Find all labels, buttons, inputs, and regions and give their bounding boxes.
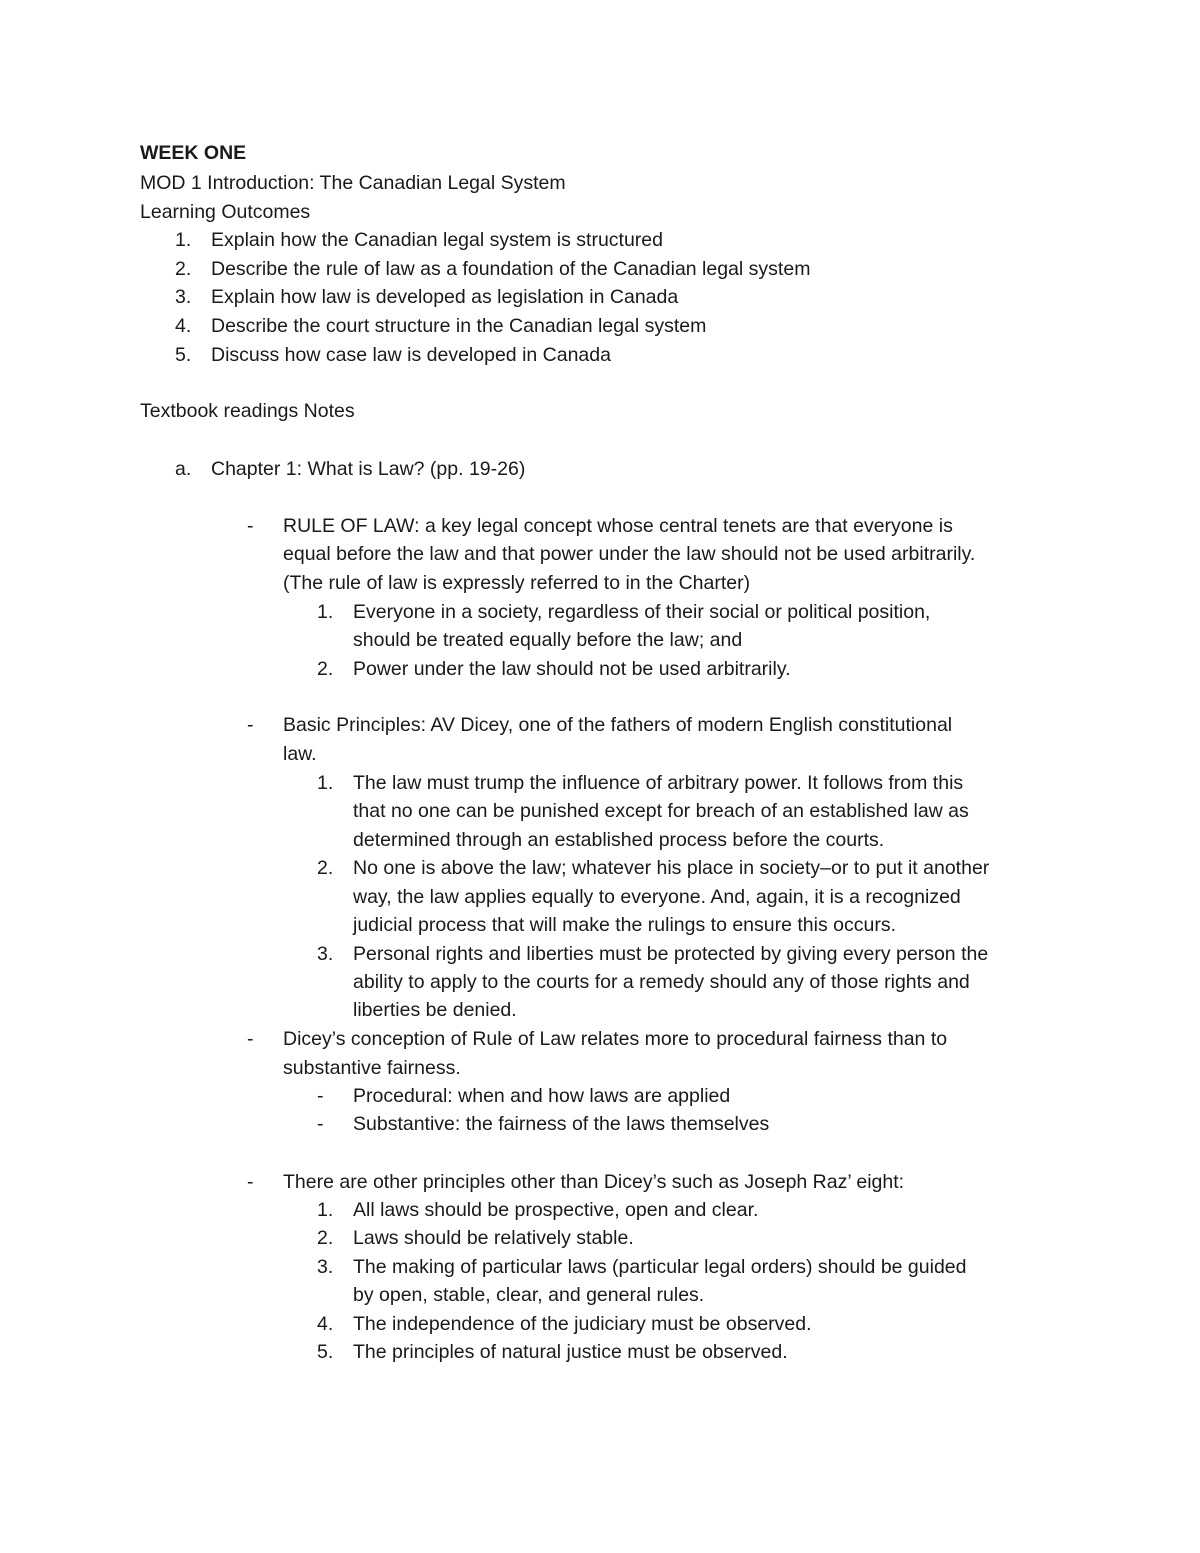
list-item: No one is above the law; whatever his place in society–or to put it another: [353, 857, 990, 879]
paragraph-line: substantive fairness.: [283, 1057, 461, 1079]
list-item: Procedural: when and how laws are applied: [353, 1085, 731, 1107]
list-item: ability to apply to the courts for a remedy should any of those rights and: [353, 971, 970, 993]
readings-label: Textbook readings Notes: [140, 400, 355, 422]
list-number: 1.: [317, 772, 334, 794]
list-number: 2.: [175, 258, 192, 280]
list-number: 2.: [317, 658, 334, 680]
bullet-dash: -: [247, 515, 254, 537]
list-number: 5.: [175, 344, 192, 366]
list-number: 3.: [175, 286, 192, 308]
list-item: way, the law applies equally to everyone. And, again, it is a recognized: [353, 886, 961, 908]
paragraph-line: equal before the law and that power under the law should not be used arbitrarily.: [283, 543, 976, 565]
list-item: Personal rights and liberties must be protected by giving every person the: [353, 943, 989, 965]
list-item: Laws should be relatively stable.: [353, 1227, 634, 1249]
bullet-dash: -: [317, 1113, 324, 1135]
bullet-dash: -: [247, 1028, 254, 1050]
list-number: 1.: [317, 601, 334, 623]
list-number: 5.: [317, 1341, 334, 1363]
list-item: liberties be denied.: [353, 999, 517, 1021]
bullet-dash: -: [317, 1085, 324, 1107]
list-number: 4.: [317, 1313, 334, 1335]
list-number: 1.: [175, 229, 192, 251]
list-item: The independence of the judiciary must be observed.: [353, 1313, 812, 1335]
list-item: Explain how law is developed as legislation in Canada: [211, 286, 679, 308]
list-item: The making of particular laws (particular legal orders) should be guided: [353, 1256, 967, 1278]
paragraph-line: There are other principles other than Dicey’s such as Joseph Raz’ eight:: [283, 1171, 905, 1193]
list-item: should be treated equally before the law; and: [353, 629, 743, 651]
list-item: Describe the court structure in the Canadian legal system: [211, 315, 707, 337]
paragraph-line: law.: [283, 743, 317, 765]
module-title: MOD 1 Introduction: The Canadian Legal System: [140, 172, 566, 194]
week-heading: WEEK ONE: [140, 142, 247, 164]
list-item: determined through an established process before the courts.: [353, 829, 885, 851]
list-item: by open, stable, clear, and general rules.: [353, 1284, 705, 1306]
list-number: 2.: [317, 857, 334, 879]
list-item: Describe the rule of law as a foundation of the Canadian legal system: [211, 258, 811, 280]
list-item: All laws should be prospective, open and clear.: [353, 1199, 759, 1221]
list-item: Substantive: the fairness of the laws themselves: [353, 1113, 770, 1135]
list-item: Power under the law should not be used arbitrarily.: [353, 658, 791, 680]
list-item: Discuss how case law is developed in Canada: [211, 344, 611, 366]
paragraph-line: (The rule of law is expressly referred to in the Charter): [283, 572, 751, 594]
list-item: The principles of natural justice must be observed.: [353, 1341, 788, 1363]
chapter-letter: a.: [175, 458, 192, 480]
list-number: 4.: [175, 315, 192, 337]
paragraph-line: Basic Principles: AV Dicey, one of the fathers of modern English constitutional: [283, 714, 953, 736]
list-item: The law must trump the influence of arbitrary power. It follows from this: [353, 772, 964, 794]
bullet-dash: -: [247, 714, 254, 736]
list-item: that no one can be punished except for breach of an established law as: [353, 800, 969, 822]
list-item: Explain how the Canadian legal system is structured: [211, 229, 663, 251]
paragraph-line: RULE OF LAW: a key legal concept whose central tenets are that everyone is: [283, 515, 953, 537]
list-item: judicial process that will make the rulings to ensure this occurs.: [353, 914, 896, 936]
bullet-dash: -: [247, 1171, 254, 1193]
list-number: 3.: [317, 943, 334, 965]
paragraph-line: Dicey’s conception of Rule of Law relates more to procedural fairness than to: [283, 1028, 948, 1050]
learning-outcomes-label: Learning Outcomes: [140, 201, 311, 223]
list-number: 1.: [317, 1199, 334, 1221]
chapter-title: Chapter 1: What is Law? (pp. 19-26): [211, 458, 526, 480]
list-item: Everyone in a society, regardless of their social or political position,: [353, 601, 931, 623]
list-number: 2.: [317, 1227, 334, 1249]
list-number: 3.: [317, 1256, 334, 1278]
